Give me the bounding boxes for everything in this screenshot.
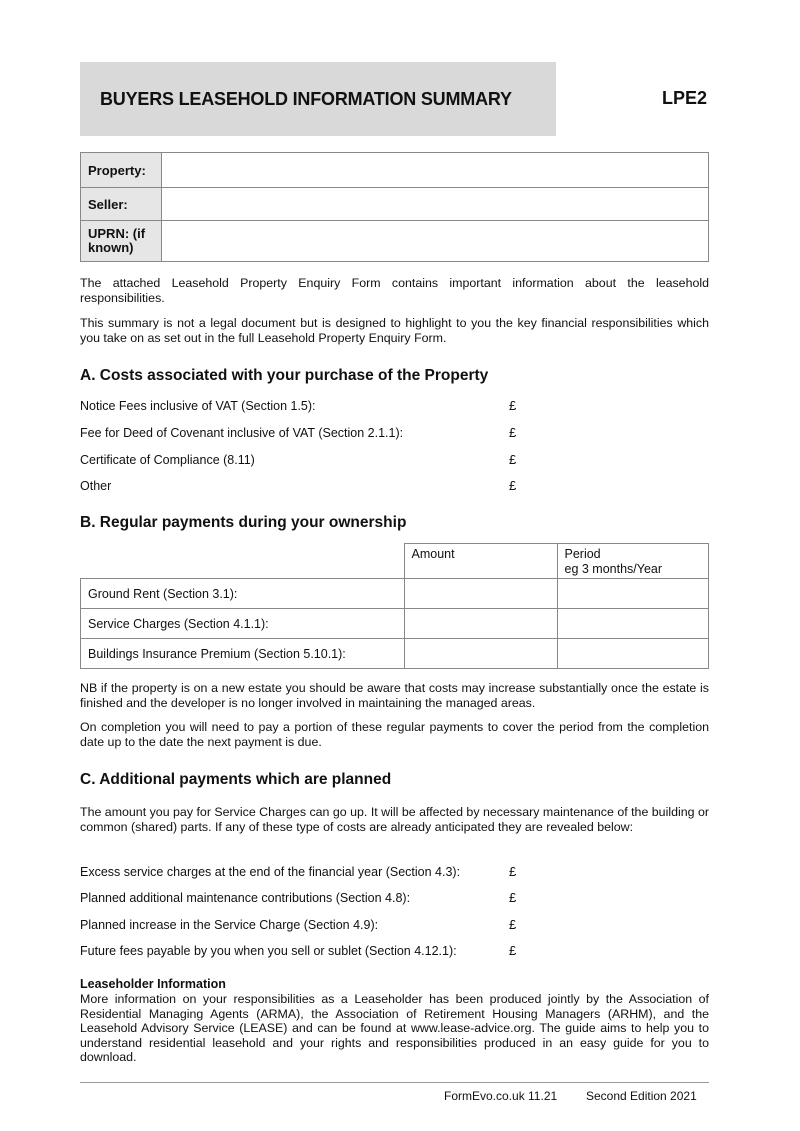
- future-fees-currency: £: [509, 943, 517, 958]
- table-corner: [81, 544, 405, 579]
- uprn-label: [81, 221, 162, 262]
- seller-field[interactable]: [162, 188, 709, 221]
- section-c-heading: C. Additional payments which are planned: [80, 771, 392, 788]
- amount-column-header: Amount: [404, 544, 557, 579]
- other-cost-currency: £: [509, 478, 517, 493]
- property-info-table: [80, 152, 709, 262]
- service-charges-period-field[interactable]: [557, 609, 709, 639]
- ground-rent-period-field[interactable]: [557, 579, 709, 609]
- section-c-intro: The amount you pay for Service Charges can go up. It will be affected by necessary maintenance of the building or common (shared) parts. If any of these type of costs are already anticipated they are revealed below:: [80, 805, 709, 834]
- property-label: Property:: [81, 153, 162, 188]
- notice-fees-label: Notice Fees inclusive of VAT (Section 1.5):: [80, 399, 316, 413]
- period-header-example: eg 3 months/Year: [564, 562, 663, 576]
- ground-rent-label: Ground Rent (Section 3.1):: [81, 579, 405, 609]
- table-row: [81, 609, 709, 639]
- new-estate-note: NB if the property is on a new estate you should be aware that costs may increase substantially once the estate is finished and the developer is no longer involved in maintaining the managed areas.: [80, 681, 709, 710]
- property-field[interactable]: [162, 153, 709, 188]
- section-a-heading: A. Costs associated with your purchase of the Property: [80, 367, 489, 384]
- form-code: LPE2: [662, 88, 708, 108]
- leaseholder-info-heading: Leaseholder Information: [80, 977, 226, 991]
- notice-fees-currency: £: [509, 398, 517, 413]
- ground-rent-amount-field[interactable]: [404, 579, 557, 609]
- future-fees-label: Future fees payable by you when you sell or sublet (Section 4.12.1):: [80, 944, 457, 958]
- service-charges-amount-field[interactable]: [404, 609, 557, 639]
- intro-paragraph-1: The attached Leasehold Property Enquiry Form contains important information about the leasehold responsibilities.: [80, 276, 709, 305]
- planned-maintenance-currency: £: [509, 890, 517, 905]
- seller-label: Seller:: [81, 188, 162, 221]
- period-column-header: [557, 544, 709, 579]
- planned-maintenance-label: Planned additional maintenance contributions (Section 4.8):: [80, 891, 411, 905]
- intro-paragraph-2: This summary is not a legal document but is designed to highlight to you the key financial responsibilities which you take on as set out in the full Leasehold Property Enquiry Form.: [80, 316, 709, 345]
- footer-source: FormEvo.co.uk 11.21: [444, 1089, 558, 1103]
- uprn-field[interactable]: [162, 221, 709, 262]
- regular-payments-table: [80, 543, 709, 669]
- leaseholder-info-body: More information on your responsibilities as a Leaseholder has been produced jointly by the Association of Residential Managing Agents (ARMA), the Association of Retirement Housing Managers (ARHM), and the Leasehold Advisory Service (LEASE) and can be found at www.lease-advice.org. The guide aims to help you to understand residential leasehold and your rights and responsibilities produced in an easy guide for you to download.: [80, 992, 709, 1064]
- service-charge-increase-currency: £: [509, 917, 517, 932]
- uprn-sublabel: (if known): [88, 226, 146, 255]
- service-charges-label: Service Charges (Section 4.1.1):: [81, 609, 405, 639]
- deed-covenant-fee-label: Fee for Deed of Covenant inclusive of VAT (Section 2.1.1):: [80, 426, 404, 440]
- excess-service-charges-currency: £: [509, 864, 517, 879]
- deed-covenant-fee-currency: £: [509, 425, 517, 440]
- insurance-premium-label: Buildings Insurance Premium (Section 5.10.1):: [81, 639, 405, 669]
- service-charge-increase-label: Planned increase in the Service Charge (Section 4.9):: [80, 918, 379, 932]
- footer-divider: [80, 1082, 709, 1083]
- insurance-premium-amount-field[interactable]: [404, 639, 557, 669]
- uprn-label-text: UPRN:: [88, 226, 130, 241]
- completion-note: On completion you will need to pay a portion of these regular payments to cover the period from the completion date up to the date the next payment is due.: [80, 720, 709, 749]
- other-cost-label: Other: [80, 479, 112, 493]
- footer-edition: Second Edition 2021: [586, 1089, 697, 1103]
- certificate-compliance-label: Certificate of Compliance (8.11): [80, 453, 255, 467]
- insurance-premium-period-field[interactable]: [557, 639, 709, 669]
- section-b-heading: B. Regular payments during your ownership: [80, 514, 407, 531]
- excess-service-charges-label: Excess service charges at the end of the financial year (Section 4.3):: [80, 865, 461, 879]
- document-title: BUYERS LEASEHOLD INFORMATION SUMMARY: [100, 89, 512, 109]
- period-header-text: Period: [564, 547, 601, 561]
- table-row: [81, 579, 709, 609]
- table-row: [81, 639, 709, 669]
- certificate-compliance-currency: £: [509, 452, 517, 467]
